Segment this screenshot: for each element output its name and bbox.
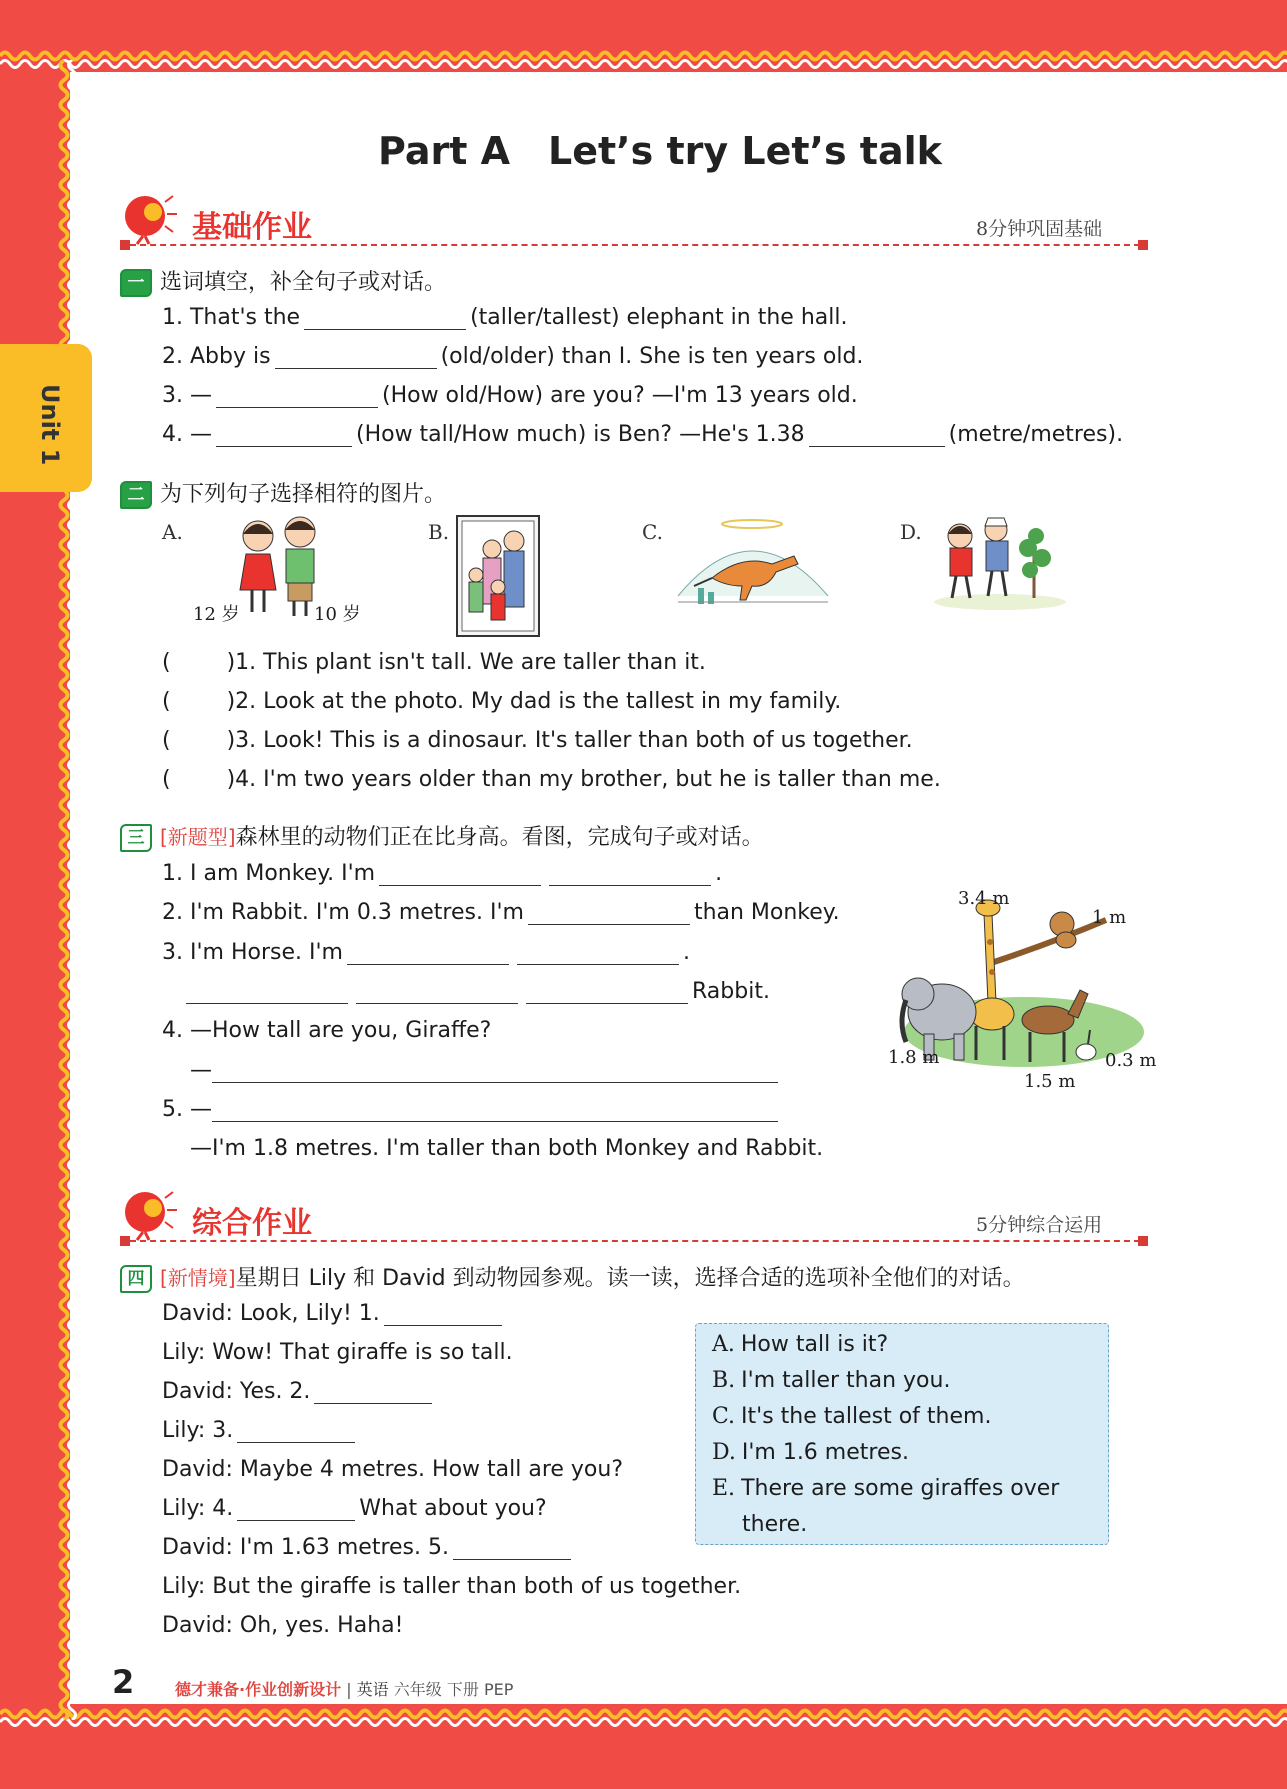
dialogue-line-4 [162, 1418, 359, 1443]
exercise-1-number: 一 [120, 269, 152, 297]
option-d-letter: D. [712, 1440, 736, 1465]
ex3-q4-dash: — [190, 1058, 212, 1083]
ex3-q2-tail: than Monkey. [693, 900, 840, 925]
ex3-q3-blank-1[interactable] [347, 940, 509, 965]
unit-tab-label: Unit 1 [36, 384, 64, 466]
picture-label-d: D. [900, 520, 922, 544]
option-e-letter: E. [712, 1476, 736, 1501]
option-b[interactable] [712, 1368, 950, 1393]
elephant-height-label: 1.8 m [888, 1047, 940, 1068]
ex3-q3-blank-2[interactable] [517, 940, 679, 965]
ex3-question-4-answer [190, 1058, 782, 1083]
section-divider [130, 244, 1140, 246]
ex3-question-4: 4. —How tall are you, Giraffe? [162, 1018, 492, 1043]
divider-end-right [1138, 1236, 1148, 1246]
dialogue-line-6-text: Lily: 4. [162, 1496, 234, 1521]
ex3-q1-blank-2[interactable] [549, 861, 711, 886]
section-basic-time: 8分钟巩固基础 [976, 218, 1103, 240]
ex2-item-2-text: )2. Look at the photo. My dad is the tallest in my family. [226, 689, 842, 714]
exercise-2-number: 二 [120, 481, 152, 509]
ex3-q1-text: 1. I am Monkey. I'm [162, 861, 376, 886]
ex1-q1-blank[interactable] [304, 305, 466, 330]
ex2-item-3-text: )3. Look! This is a dinosaur. It's taller than both of us together. [226, 728, 913, 753]
exercise-1-instruction: 选词填空，补全句子或对话。 [160, 270, 447, 295]
ex2-item-1[interactable] [162, 650, 706, 675]
ex1-q4-blank-1[interactable] [216, 422, 352, 447]
option-a-text: How tall is it? [740, 1332, 889, 1357]
footer-subject: 英语 [356, 1680, 389, 1699]
dialogue-line-1 [162, 1301, 506, 1326]
option-d[interactable] [712, 1440, 909, 1465]
ex1-q3-tail: (How old/How) are you? —I'm 13 years old. [381, 383, 858, 408]
option-c-letter: C. [712, 1404, 736, 1429]
unit-tab[interactable] [0, 344, 92, 492]
dialogue-line-1-text: David: Look, Lily! 1. [162, 1301, 380, 1326]
ex1-q4-mid: (How tall/How much) is Ben? —He's 1.38 [355, 422, 805, 447]
dialogue-line-3 [162, 1379, 436, 1404]
picture-a-age-right: 10 岁 [314, 604, 361, 625]
option-c-text: It's the tallest of them. [741, 1404, 992, 1429]
ex2-item-3-paren: ( [162, 728, 171, 753]
divider-end-right [1138, 240, 1148, 250]
rabbit-height-label: 0.3 m [1105, 1050, 1157, 1071]
balloon-icon [115, 1188, 179, 1242]
page-number: 2 [112, 1663, 135, 1701]
picture-d-planting-tree [930, 514, 1070, 612]
ex1-q2-tail: (old/older) than I. She is ten years old. [440, 344, 864, 369]
dialogue-line-3-text: David: Yes. 2. [162, 1379, 311, 1404]
option-b-text: I'm taller than you. [741, 1368, 951, 1393]
ex2-item-2-paren: ( [162, 689, 171, 714]
exercise-3-header [120, 820, 764, 852]
option-a[interactable] [712, 1332, 888, 1357]
picture-label-c: C. [642, 520, 663, 544]
ex3-q2-blank[interactable] [528, 900, 690, 925]
ex1-question-4 [162, 422, 1123, 447]
ex3-question-3-line-2 [186, 979, 770, 1004]
dialogue-line-4-text: Lily: 3. [162, 1418, 234, 1443]
ex1-q3-blank[interactable] [216, 383, 378, 408]
exercise-2-instruction: 为下列句子选择相符的图片。 [160, 482, 447, 507]
dialogue-blank-5[interactable] [453, 1535, 571, 1560]
dialogue-line-6 [162, 1496, 547, 1521]
dialogue-line-7-text: David: I'm 1.63 metres. 5. [162, 1535, 449, 1560]
dialogue-blank-4[interactable] [237, 1496, 355, 1521]
ex3-q3-text: 3. I'm Horse. I'm [162, 940, 343, 965]
exercise-3-instruction: 森林里的动物们正在比身高。看图，完成句子或对话。 [235, 825, 764, 850]
dialogue-line-6-tail: What about you? [359, 1496, 547, 1521]
ex3-q3-blank-5[interactable] [526, 979, 688, 1004]
dialogue-line-8: Lily: But the giraffe is taller than both of us together. [162, 1574, 742, 1599]
dialogue-line-9: David: Oh, yes. Haha! [162, 1613, 404, 1638]
ex1-question-2 [162, 344, 863, 369]
ex1-q4-blank-2[interactable] [809, 422, 945, 447]
dialogue-blank-2[interactable] [314, 1379, 432, 1404]
footer-brand: 德才兼备·作业创新设计 [175, 1680, 342, 1699]
ex1-q2-text: 2. Abby is [162, 344, 271, 369]
ex3-q3-blank-4[interactable] [356, 979, 518, 1004]
ex3-q3-blank-3[interactable] [186, 979, 348, 1004]
option-d-text: I'm 1.6 metres. [741, 1440, 909, 1465]
option-e-text: There are some giraffes over [741, 1476, 1060, 1501]
giraffe-height-label: 3.4 m [958, 888, 1010, 909]
ex3-question-5 [162, 1097, 782, 1122]
picture-a-age-left: 12 岁 [193, 604, 240, 625]
ex2-item-1-paren: ( [162, 650, 171, 675]
option-a-letter: A. [712, 1332, 735, 1357]
bottom-wavy-border [0, 1700, 1287, 1740]
monkey-height-label: 1 m [1092, 907, 1127, 928]
dialogue-line-2: Lily: Wow! That giraffe is so tall. [162, 1340, 513, 1365]
exercise-1-header [120, 265, 446, 297]
ex3-question-1 [162, 861, 722, 886]
exercise-4-number: 四 [120, 1265, 152, 1293]
divider-end-left [120, 240, 130, 250]
exercise-4-tag: [新情境] [160, 1266, 236, 1290]
ex3-q1-period: . [715, 861, 723, 886]
options-box [695, 1323, 1109, 1545]
option-e-continued: there. [742, 1512, 808, 1537]
ex3-q3-period: . [682, 940, 690, 965]
ex2-item-1-text: )1. This plant isn't tall. We are taller than it. [226, 650, 706, 675]
divider-end-left [120, 1236, 130, 1246]
balloon-icon [115, 192, 179, 246]
horse-height-label: 1.5 m [1024, 1071, 1076, 1092]
dialogue-blank-1[interactable] [384, 1301, 502, 1326]
ex3-q1-blank-1[interactable] [379, 861, 541, 886]
ex1-question-3 [162, 383, 858, 408]
exercise-3-number: 三 [120, 824, 152, 852]
ex1-q4-text: 4. — [162, 422, 212, 447]
option-c[interactable] [712, 1404, 991, 1429]
ex1-q1-tail: (taller/tallest) elephant in the hall. [470, 305, 848, 330]
ex1-q1-text: 1. That's the [162, 305, 301, 330]
exercise-4-instruction: 星期日 Lily 和 David 到动物园参观。读一读，选择合适的选项补全他们的对话。 [235, 1266, 1025, 1291]
section-comprehensive-time: 5分钟综合运用 [976, 1214, 1103, 1236]
ex1-q3-text: 3. — [162, 383, 212, 408]
dialogue-line-5: David: Maybe 4 metres. How tall are you? [162, 1457, 624, 1482]
ex1-q2-blank[interactable] [275, 344, 437, 369]
ex3-q4-answer-blank[interactable] [212, 1058, 778, 1083]
left-wavy-border [52, 60, 88, 1720]
picture-c-dinosaur [672, 516, 834, 616]
footer-separator: | [346, 1680, 352, 1699]
ex3-question-5-answer: —I'm 1.8 metres. I'm taller than both Monkey and Rabbit. [190, 1136, 824, 1161]
option-e[interactable] [712, 1476, 1059, 1501]
ex2-item-4-paren: ( [162, 767, 171, 792]
ex2-item-4-text: )4. I'm two years older than my brother, but he is taller than me. [226, 767, 941, 792]
option-b-letter: B. [712, 1368, 736, 1393]
dialogue-line-7 [162, 1535, 575, 1560]
ex3-q2-text: 2. I'm Rabbit. I'm 0.3 metres. I'm [162, 900, 524, 925]
exercise-4-header [120, 1261, 1025, 1293]
ex3-q5-blank[interactable] [212, 1097, 778, 1122]
picture-b-family-photo [456, 515, 540, 637]
ex2-item-4[interactable] [162, 767, 941, 792]
exercise-2-header [120, 477, 446, 509]
dialogue-blank-3[interactable] [237, 1418, 355, 1443]
footer-info [175, 1677, 513, 1700]
top-wavy-border [0, 42, 1287, 82]
page-title: Part A Let’s try Let’s talk [378, 129, 942, 173]
picture-label-b: B. [428, 520, 450, 544]
footer-grade: 六年级 下册 PEP [393, 1680, 514, 1699]
section-comprehensive-title: 综合作业 [192, 1206, 312, 1241]
ex1-q4-tail: (metre/metres). [948, 422, 1124, 447]
ex3-question-3 [162, 940, 690, 965]
ex3-question-2 [162, 900, 840, 925]
picture-label-a: A. [162, 520, 183, 544]
ex3-q3-end: Rabbit. [692, 979, 770, 1004]
ex1-question-1 [162, 305, 847, 330]
exercise-3-tag: [新题型] [160, 825, 236, 849]
section-divider [130, 1240, 1140, 1242]
ex2-item-2[interactable] [162, 689, 841, 714]
ex2-item-3[interactable] [162, 728, 913, 753]
ex3-q5-text: 5. — [162, 1097, 212, 1122]
section-basic-title: 基础作业 [192, 210, 312, 245]
